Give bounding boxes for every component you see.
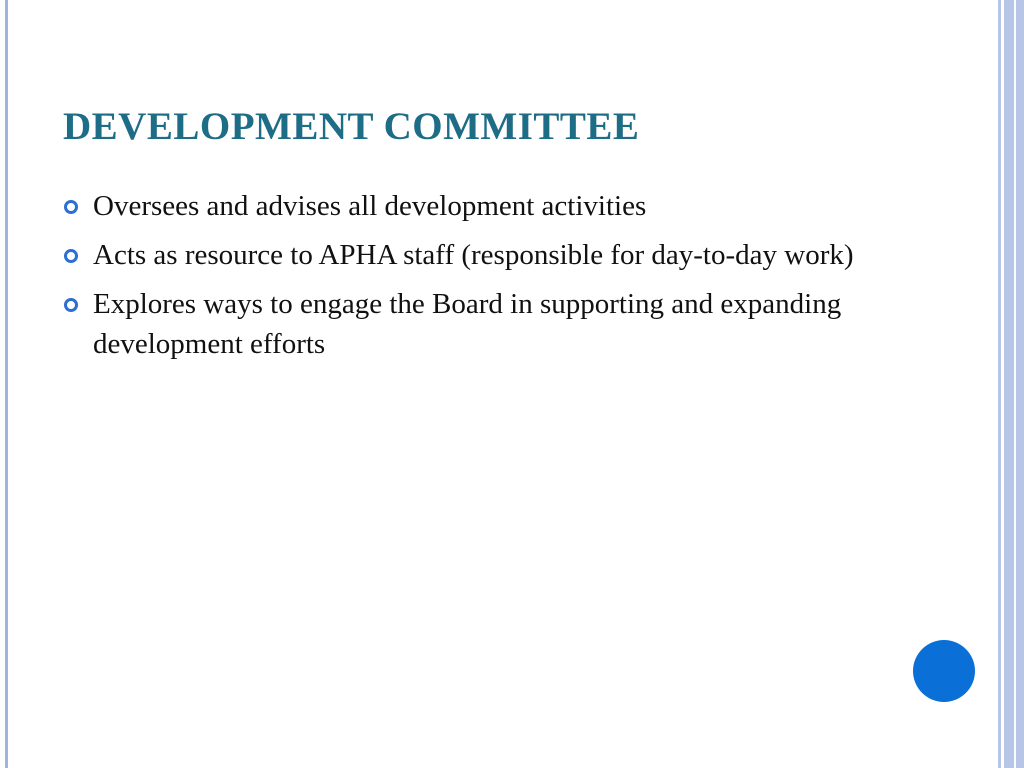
slide-title: DEVELOPMENT COMMITTEE [63, 105, 640, 148]
right-border-decoration [974, 0, 1024, 768]
bullet-item [63, 235, 893, 275]
bullet-list [63, 186, 893, 373]
left-border-decoration [0, 0, 9, 768]
bullet-text: Explores ways to engage the Board in supporting and expanding development efforts [93, 288, 842, 360]
bullet-text: Oversees and advises all development activities [93, 190, 647, 222]
bullet-item [63, 284, 893, 364]
ring-bullet-icon [64, 249, 78, 263]
ring-bullet-icon [64, 298, 78, 312]
ring-bullet-icon [64, 200, 78, 214]
decorative-circle [913, 640, 975, 702]
bullet-item [63, 186, 893, 226]
bullet-text: Acts as resource to APHA staff (responsible for day-to-day work) [93, 239, 854, 271]
